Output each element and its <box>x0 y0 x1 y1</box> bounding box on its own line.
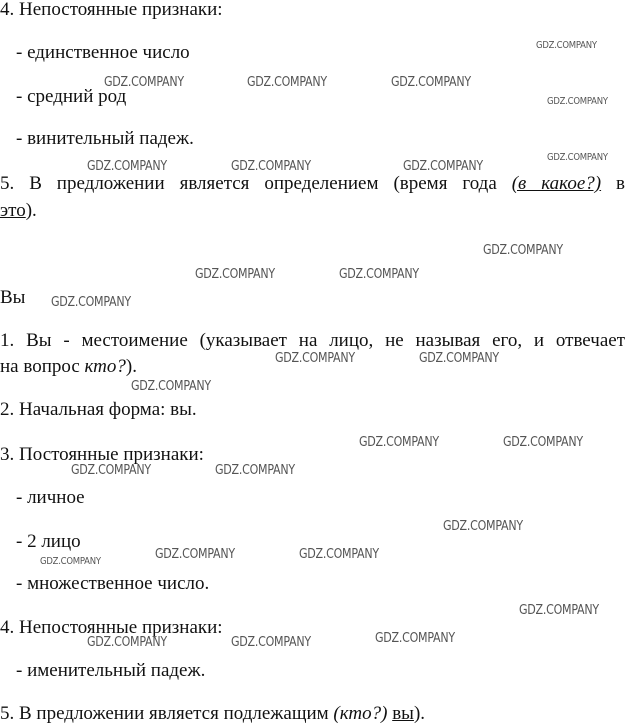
text-line: 4. Непостоянные признаки: <box>0 617 223 638</box>
text-line: 5. В предложении является определением (время года (в какое?) в <box>0 173 625 194</box>
watermark: GDZ.COMPANY <box>131 379 211 394</box>
watermark: GDZ.COMPANY <box>87 635 167 650</box>
text-line: на вопрос кто?). <box>0 356 137 377</box>
watermark: GDZ.COMPANY <box>536 40 597 51</box>
watermark: GDZ.COMPANY <box>87 159 167 174</box>
watermark: GDZ.COMPANY <box>231 635 311 650</box>
watermark: GDZ.COMPANY <box>359 435 439 450</box>
watermark: GDZ.COMPANY <box>503 435 583 450</box>
text-line: - личное <box>16 487 85 508</box>
watermark: GDZ.COMPANY <box>547 152 608 163</box>
watermark: GDZ.COMPANY <box>231 159 311 174</box>
text-line: 5. В предложении является подлежащим (кто?) вы). <box>0 703 426 724</box>
watermark: GDZ.COMPANY <box>275 351 355 366</box>
watermark: GDZ.COMPANY <box>71 463 151 478</box>
text-line: - именительный падеж. <box>16 660 206 681</box>
watermark: GDZ.COMPANY <box>403 159 483 174</box>
watermark: GDZ.COMPANY <box>104 75 184 90</box>
watermark: GDZ.COMPANY <box>51 295 131 310</box>
watermark: GDZ.COMPANY <box>375 631 455 646</box>
watermark: GDZ.COMPANY <box>419 351 499 366</box>
watermark: GDZ.COMPANY <box>299 547 379 562</box>
watermark: GDZ.COMPANY <box>339 267 419 282</box>
watermark: GDZ.COMPANY <box>155 547 235 562</box>
watermark: GDZ.COMPANY <box>195 267 275 282</box>
text-line: - винительный падеж. <box>16 128 194 149</box>
text-line: - единственное число <box>16 42 190 63</box>
watermark: GDZ.COMPANY <box>247 75 327 90</box>
text-line: 3. Постоянные признаки: <box>0 444 204 465</box>
text-line: - 2 лицо <box>16 531 81 552</box>
watermark: GDZ.COMPANY <box>443 519 523 534</box>
text-line: - множественное число. <box>16 573 210 594</box>
watermark: GDZ.COMPANY <box>391 75 471 90</box>
word-heading: Вы <box>0 287 26 308</box>
text-line: - средний род <box>16 86 127 107</box>
watermark: GDZ.COMPANY <box>483 243 563 258</box>
text-line: это). <box>0 200 37 221</box>
text-line: 4. Непостоянные признаки: <box>0 0 223 20</box>
text-line: 2. Начальная форма: вы. <box>0 399 197 420</box>
watermark: GDZ.COMPANY <box>519 603 599 618</box>
watermark: GDZ.COMPANY <box>215 463 295 478</box>
watermark: GDZ.COMPANY <box>40 556 101 567</box>
watermark: GDZ.COMPANY <box>547 96 608 107</box>
text-line: 1. Вы - местоимение (указывает на лицо, не называя его, и отвечает <box>0 330 625 351</box>
